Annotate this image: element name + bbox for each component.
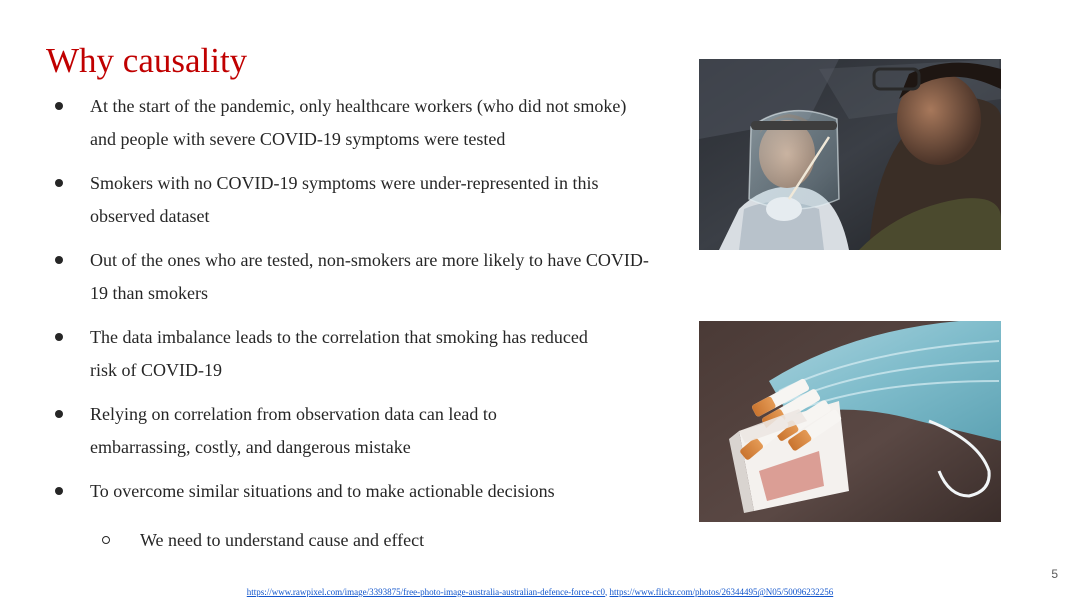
image-credits xyxy=(0,587,1080,597)
sub-bullet-text: We need to understand cause and effect xyxy=(140,530,425,550)
bullet-dot-icon xyxy=(55,256,63,264)
bullet-dot-icon xyxy=(55,487,63,495)
bullet-list xyxy=(52,90,662,520)
slide-title: Why causality xyxy=(46,41,248,80)
bullet-item xyxy=(52,167,650,232)
bullet-item xyxy=(52,475,650,508)
credit-link-flickr[interactable]: https://www.flickr.com/photos/26344495@N05/50096232256 xyxy=(609,587,834,597)
bullet-text: Smokers with no COVID-19 symptoms were under-represented in this observed dataset xyxy=(90,173,599,226)
bullet-item xyxy=(52,321,610,386)
bullet-dot-icon xyxy=(55,179,63,187)
bullet-text: At the start of the pandemic, only healthcare workers (who did not smoke) and people with severe COVID-19 symptoms were tested xyxy=(90,96,627,149)
sub-bullet-item xyxy=(90,524,424,557)
bullet-dot-icon xyxy=(55,333,63,341)
bullet-item xyxy=(52,244,660,309)
bullet-text: The data imbalance leads to the correlation that smoking has reduced risk of COVID-19 xyxy=(90,327,588,380)
sub-bullet-ring-icon xyxy=(102,536,110,544)
bullet-item xyxy=(52,90,650,155)
bullet-dot-icon xyxy=(55,410,63,418)
healthcare-worker-testing-icon xyxy=(699,59,1001,250)
healthcare-worker-testing-photo xyxy=(699,59,1001,250)
credit-link-rawpixel[interactable]: https://www.rawpixel.com/image/3393875/free-photo-image-australia-australian-defence-force-cc0 xyxy=(246,587,606,597)
cigarettes-and-face-mask-icon xyxy=(699,321,1001,522)
bullet-item xyxy=(52,398,590,463)
bullet-text: Out of the ones who are tested, non-smokers are more likely to have COVID-19 than smokers xyxy=(90,250,649,303)
page-number: 5 xyxy=(1051,567,1058,581)
bullet-dot-icon xyxy=(55,102,63,110)
bullet-text: Relying on correlation from observation data can lead to embarrassing, costly, and dangerous mistake xyxy=(90,404,497,457)
credit-separator: , xyxy=(605,587,610,597)
cigarettes-and-face-mask-photo xyxy=(699,321,1001,522)
bullet-text: To overcome similar situations and to make actionable decisions xyxy=(90,481,555,501)
